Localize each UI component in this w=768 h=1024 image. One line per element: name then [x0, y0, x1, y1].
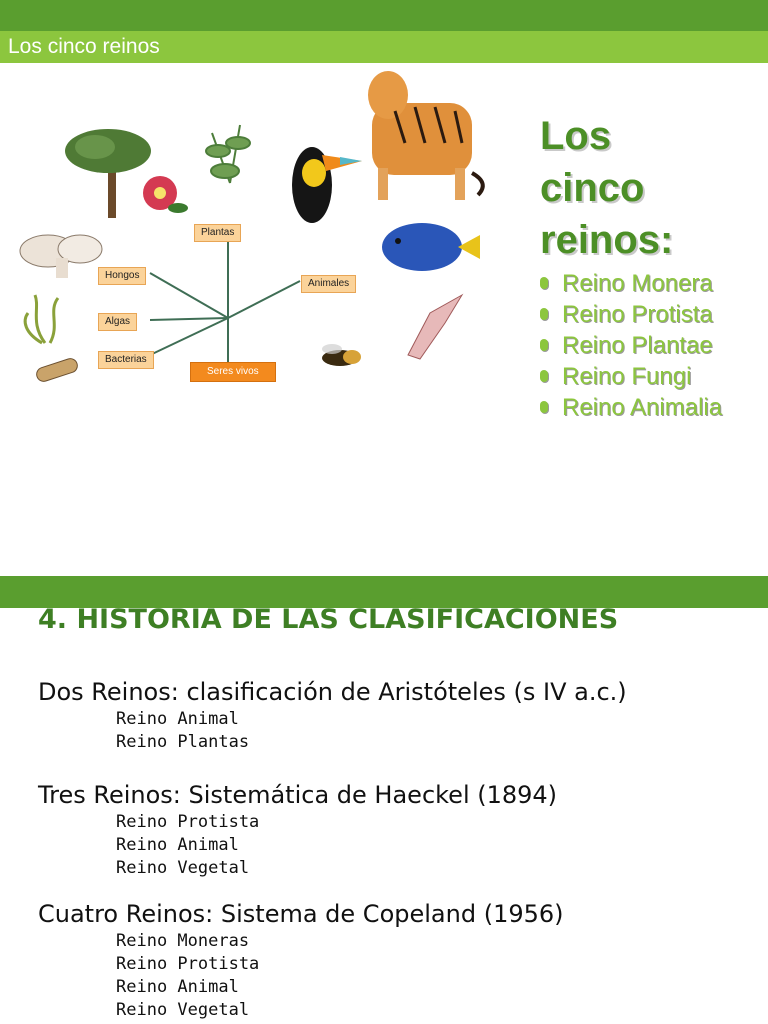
classification-item: Reino Animal [116, 835, 239, 855]
kingdom-item-fungi [540, 361, 722, 392]
fish-image [382, 223, 480, 271]
kingdom-list [540, 268, 722, 423]
classification-heading: Cuatro Reinos: Sistema de Copeland (1956) [38, 900, 564, 928]
kingdom-label: Reino Plantae [562, 332, 713, 359]
flower-image [143, 176, 188, 213]
classification-item: Reino Protista [116, 812, 260, 832]
kingdom-item-monera [540, 268, 722, 299]
algae-image [25, 295, 58, 343]
classification-three-kingdoms [38, 779, 557, 880]
kingdoms-diagram [0, 63, 510, 403]
bullet-icon [540, 401, 548, 413]
diagram-connectors [150, 239, 300, 363]
classification-item: Reino Animal [116, 709, 239, 729]
toucan-image [292, 147, 362, 223]
kingdom-item-plantae [540, 330, 722, 361]
classification-heading: Dos Reinos: clasificación de Aristóteles (s IV a.c.) [38, 678, 627, 706]
label-plantas: Plantas [194, 224, 241, 242]
kingdom-label: Reino Monera [562, 270, 713, 297]
kingdom-label: Reino Protista [562, 301, 713, 328]
label-hongos: Hongos [98, 267, 146, 285]
label-seres-vivos: Seres vivos [190, 362, 276, 382]
kingdom-item-protista [540, 299, 722, 330]
slide-header: Los cinco reinos [8, 35, 160, 58]
classification-heading: Tres Reinos: Sistemática de Haeckel (1894) [38, 781, 558, 809]
kingdom-item-animalia [540, 392, 722, 423]
bacteria-image [35, 357, 79, 383]
label-algas: Algas [98, 313, 137, 331]
classification-item: Reino Vegetal [116, 858, 250, 878]
top-bar [0, 0, 768, 31]
kingdom-label: Reino Animalia [562, 394, 723, 421]
label-animales: Animales [301, 275, 356, 293]
panel-title-line-1: Los [540, 114, 612, 158]
classification-item: Reino Protista [116, 954, 260, 974]
bullet-icon [540, 339, 548, 351]
tree-image [65, 129, 151, 218]
bullet-icon [540, 308, 548, 320]
tiger-image [368, 71, 483, 200]
diagram-illustration [0, 63, 510, 403]
fern-image [206, 125, 250, 183]
classification-item: Reino Vegetal [116, 1000, 250, 1020]
kingdom-label: Reino Fungi [562, 363, 692, 390]
classification-item: Reino Moneras [116, 931, 250, 951]
wasp-image [322, 344, 361, 366]
label-bacterias: Bacterias [98, 351, 154, 369]
classification-item: Reino Animal [116, 977, 239, 997]
squid-image [408, 295, 462, 359]
classification-item: Reino Plantas [116, 732, 250, 752]
bullet-icon [540, 370, 548, 382]
section-title: 4. HISTORIA DE LAS CLASIFICACIONES [38, 604, 619, 635]
panel-title-line-3: reinos: [540, 218, 674, 262]
panel-title-line-2: cinco [540, 166, 645, 210]
bullet-icon [540, 277, 548, 289]
kingdoms-panel [540, 110, 722, 423]
mushroom-image [20, 235, 102, 278]
classification-two-kingdoms [38, 676, 627, 754]
classification-four-kingdoms [38, 898, 564, 1022]
